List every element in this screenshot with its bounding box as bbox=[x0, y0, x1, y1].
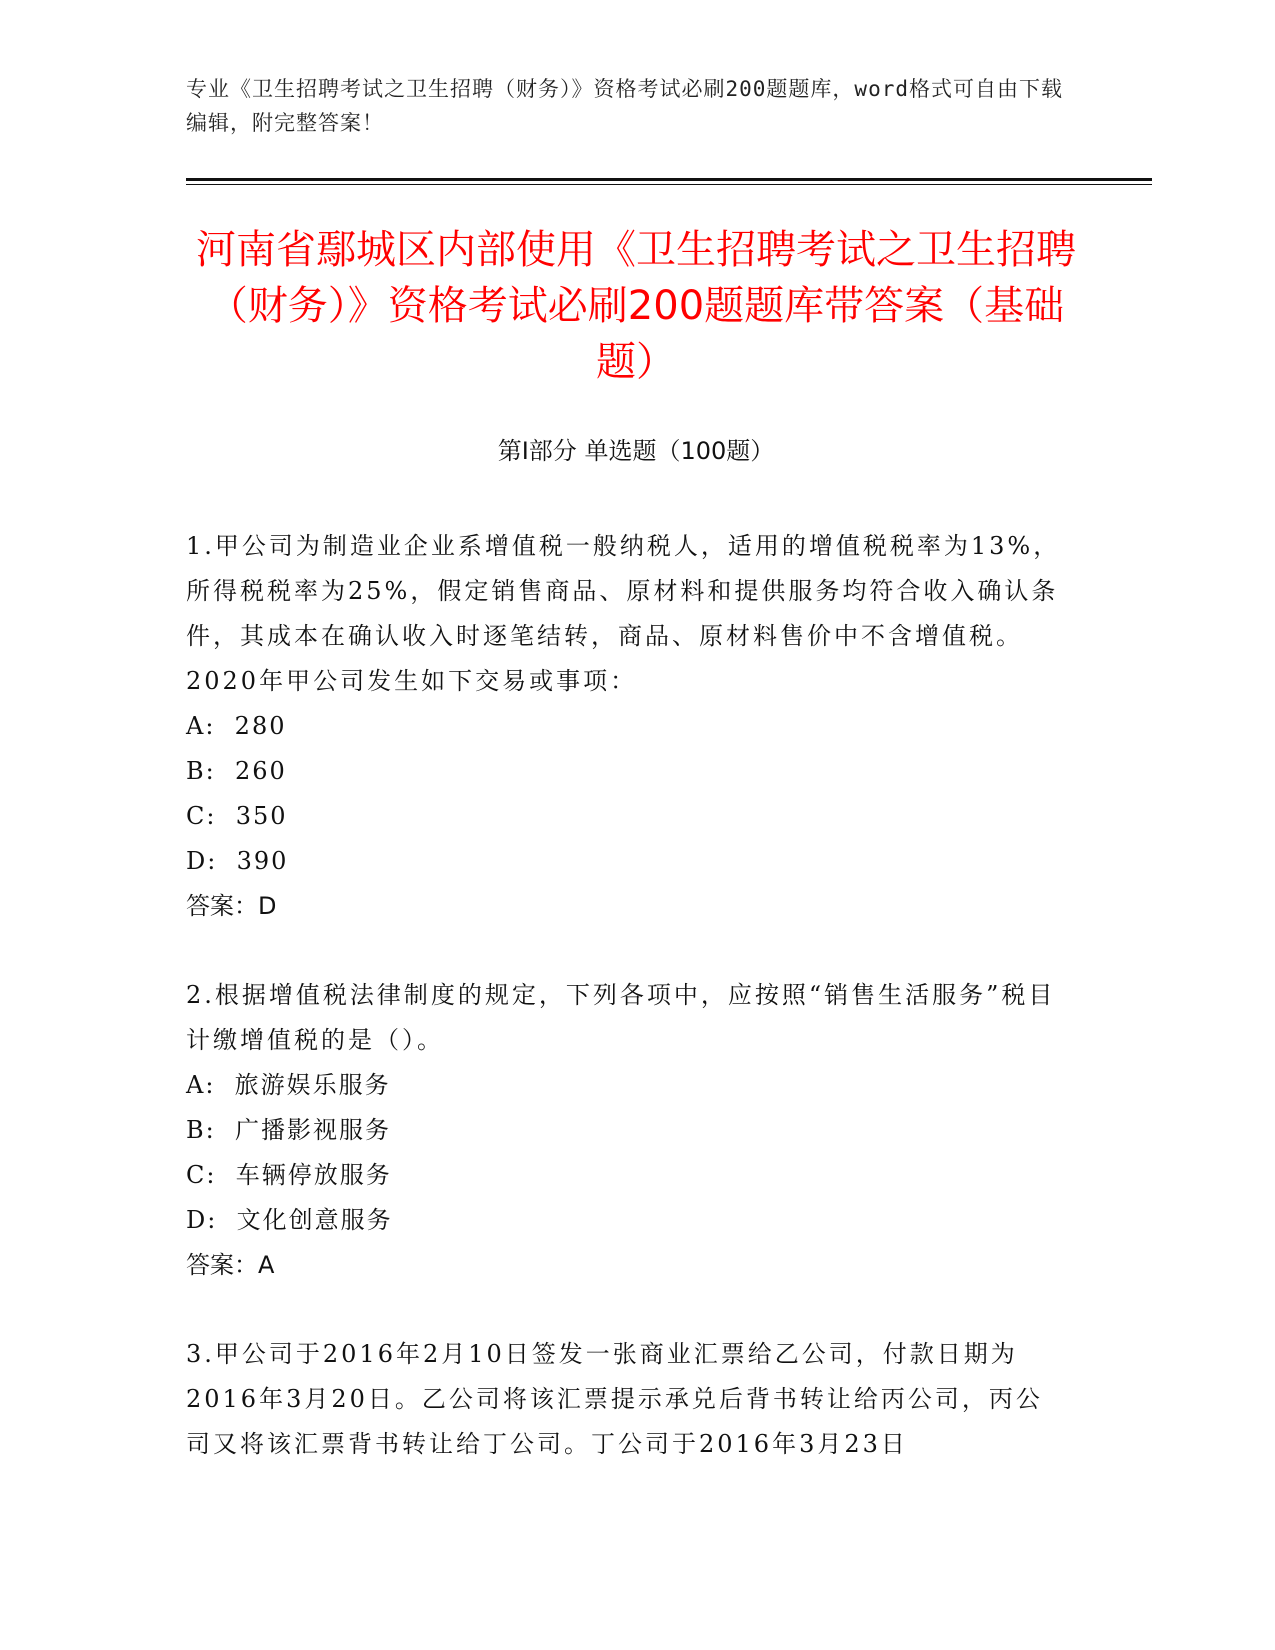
question-2 bbox=[186, 973, 1066, 1288]
section-title: 第Ⅰ部分 单选题（100题） bbox=[497, 437, 775, 465]
answer: 答案：D bbox=[186, 892, 277, 920]
question-stem: 1.甲公司为制造业企业系增值税一般纳税人，适用的增值税税率为13%，所得税税率为25%，假定销售商品、原材料和提供服务均符合收入确认条件，其成本在确认收入时逐笔结转，商品、原材料售价中不含增值税。2020年甲公司发生如下交易或事项： bbox=[186, 532, 1061, 695]
answer: 答案：A bbox=[186, 1251, 275, 1279]
question-stem: 2.根据增值税法律制度的规定，下列各项中，应按照“销售生活服务”税目计缴增值税的是（）。 bbox=[186, 981, 1056, 1054]
header-divider-thin bbox=[186, 184, 1152, 185]
question-stem: 3.甲公司于2016年2月10日签发一张商业汇票给乙公司，付款日期为2016年3月20日。乙公司将该汇票提示承兑后背书转让给丙公司，丙公司又将该汇票背书转让给丁公司。丁公司于2016年3月23日 bbox=[186, 1340, 1043, 1458]
header-note: 专业《卫生招聘考试之卫生招聘（财务）》资格考试必刷200题题库，word格式可自由下载编辑，附完整答案！ bbox=[186, 77, 1063, 135]
option-a: A: 280 bbox=[186, 712, 287, 740]
option-b: B: 260 bbox=[186, 757, 287, 785]
question-3 bbox=[186, 1332, 1066, 1467]
option-d: D: 文化创意服务 bbox=[186, 1206, 393, 1234]
question-list bbox=[186, 524, 1066, 1511]
question-1 bbox=[186, 524, 1066, 929]
option-b: B: 广播影视服务 bbox=[186, 1116, 391, 1144]
option-c: C: 车辆停放服务 bbox=[186, 1161, 392, 1189]
document-title: 河南省鄢城区内部使用《卫生招聘考试之卫生招聘（财务）》资格考试必刷200题题库带答案（基础题） bbox=[196, 227, 1076, 385]
option-a: A: 旅游娱乐服务 bbox=[186, 1071, 391, 1099]
option-c: C: 350 bbox=[186, 802, 288, 830]
header-divider-thick bbox=[186, 178, 1152, 181]
option-d: D: 390 bbox=[186, 847, 289, 875]
